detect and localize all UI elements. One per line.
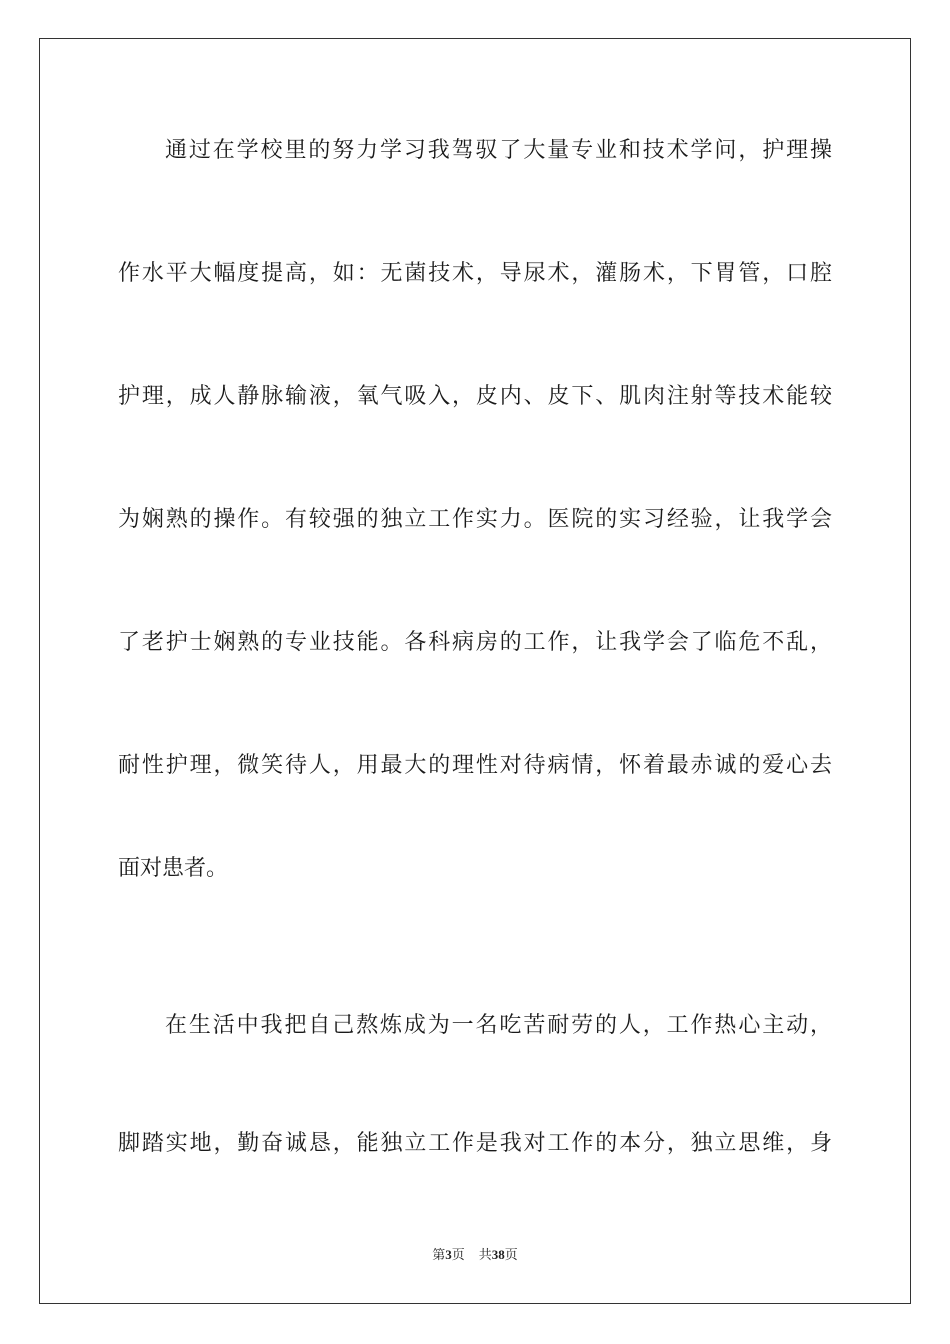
paragraph-1-line-7: 面对患者。 [118, 856, 229, 881]
paragraph-1-line-1: 通过在学校里的努力学习我驾驭了大量专业和技术学问，护理操 [165, 138, 832, 163]
paragraph-2-line-1: 在生活中我把自己熬炼成为一名吃苦耐劳的人，工作热心主动， [165, 1013, 832, 1038]
paragraph-1-line-3: 护理，成人静脉输液，氧气吸入，皮内、皮下、肌肉注射等技术能较 [118, 384, 832, 409]
page-prefix: 第 [432, 1247, 446, 1262]
total-prefix: 共 [478, 1247, 492, 1262]
paragraph-1-line-2: 作水平大幅度提高，如：无菌技术，导尿术，灌肠术，下胃管，口腔 [118, 261, 832, 286]
page-footer [0, 1246, 950, 1264]
paragraph-1-line-6: 耐性护理，微笑待人，用最大的理性对待病情，怀着最赤诚的爱心去 [118, 753, 832, 778]
page-suffix: 页 [451, 1247, 465, 1262]
page-border [39, 38, 911, 1304]
paragraph-1-line-5: 了老护士娴熟的专业技能。各科病房的工作，让我学会了临危不乱， [118, 630, 832, 655]
paragraph-2-line-2: 脚踏实地，勤奋诚恳，能独立工作是我对工作的本分，独立思维，身 [118, 1131, 832, 1156]
total-suffix: 页 [504, 1247, 518, 1262]
paragraph-1-line-4: 为娴熟的操作。有较强的独立工作实力。医院的实习经验，让我学会 [118, 507, 832, 532]
page-number: 3 [445, 1247, 452, 1262]
total-pages: 38 [491, 1247, 505, 1262]
